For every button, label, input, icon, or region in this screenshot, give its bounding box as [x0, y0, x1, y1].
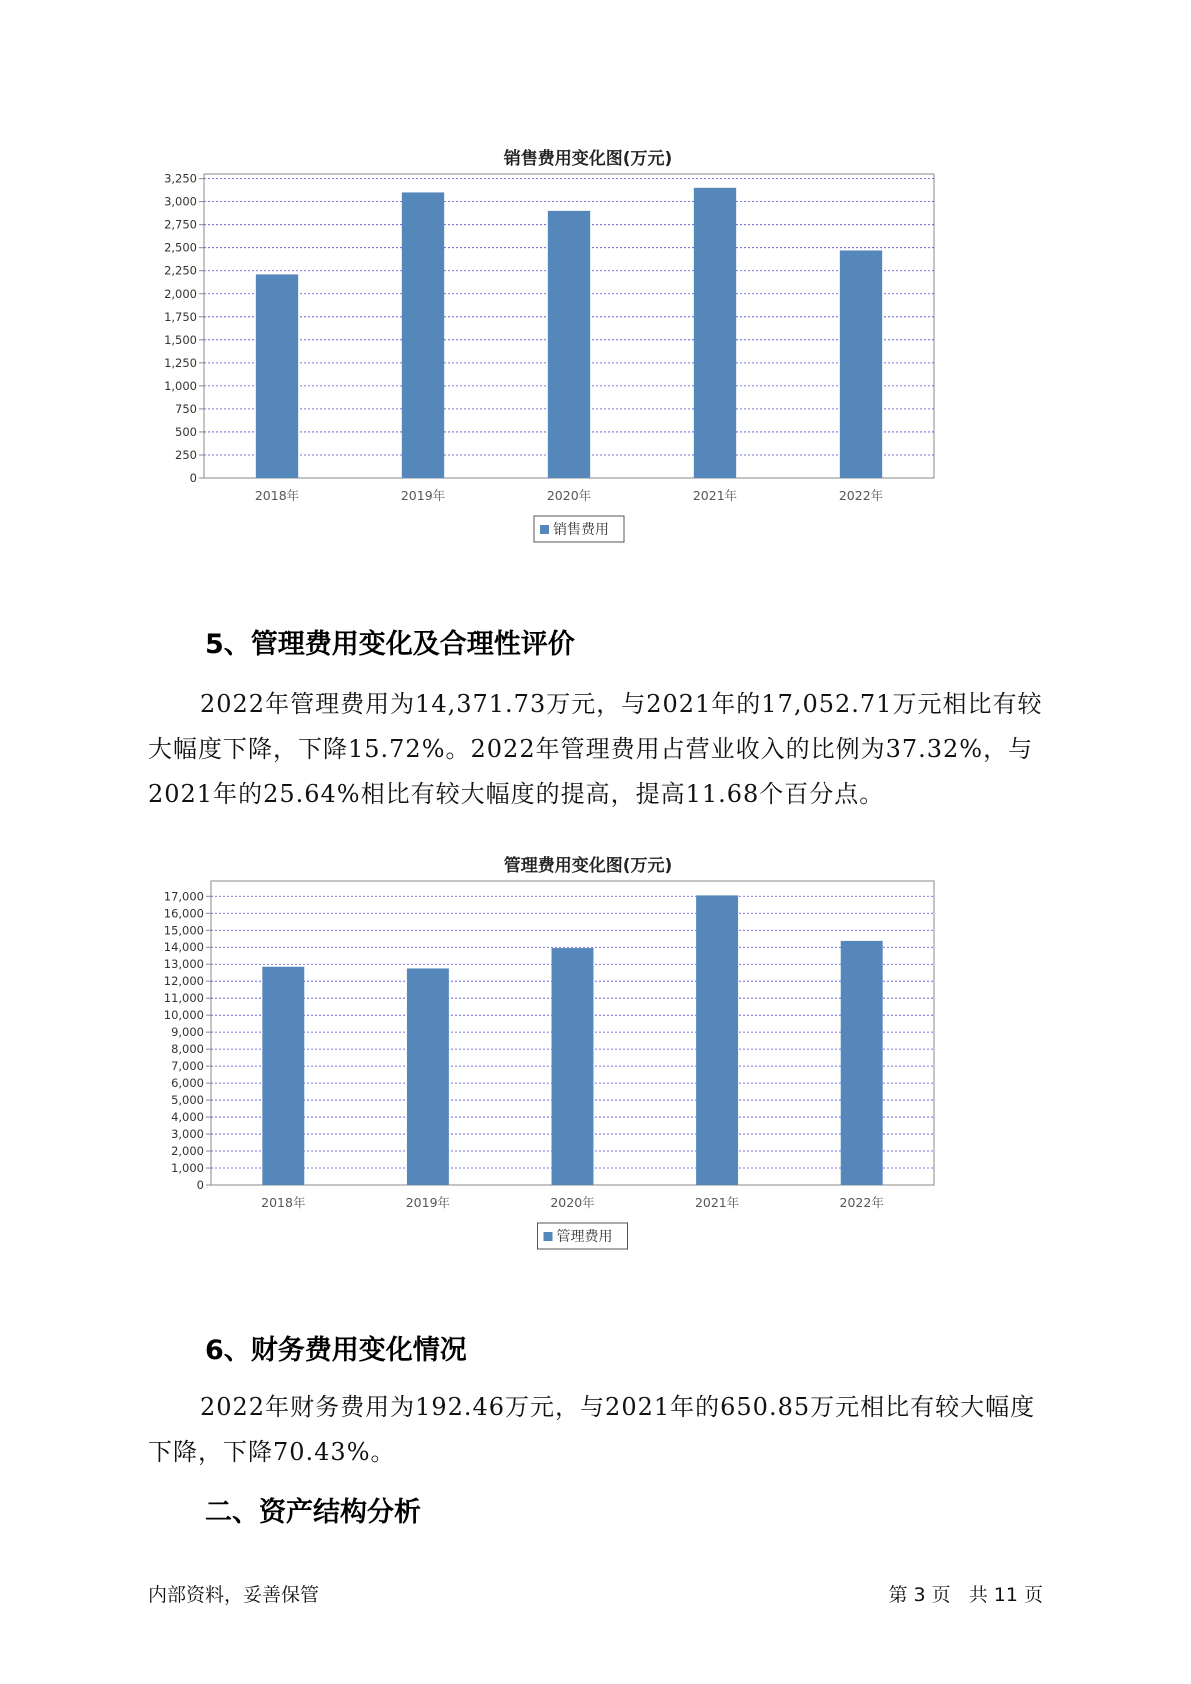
bar [256, 274, 298, 478]
bar [262, 967, 304, 1185]
section-heading-admin-expense: 5、管理费用变化及合理性评价 [205, 629, 575, 660]
y-tick-label: 3,000 [164, 194, 197, 209]
x-tick-label: 2022年 [839, 1195, 884, 1210]
y-tick-label: 2,250 [164, 263, 197, 278]
x-tick-label: 2020年 [550, 1195, 595, 1210]
y-tick-label: 500 [175, 424, 197, 439]
y-tick-label: 11,000 [163, 991, 204, 1006]
section-heading-asset-structure: 二、资产结构分析 [205, 1497, 421, 1528]
sales-expense-chart-svg [148, 138, 1028, 598]
bar [407, 968, 449, 1185]
y-tick-label: 7,000 [171, 1059, 204, 1074]
legend [538, 1223, 628, 1249]
y-tick-label: 1,250 [164, 355, 197, 370]
y-tick-label: 12,000 [163, 974, 204, 989]
footer-confidential-note: 内部资料，妥善保管 [148, 1584, 320, 1606]
y-tick-label: 13,000 [163, 957, 204, 972]
chart-title: 管理费用变化图(万元) [503, 856, 673, 876]
x-tick-label: 2018年 [261, 1195, 306, 1210]
y-tick-label: 0 [189, 471, 197, 485]
legend [534, 516, 624, 542]
y-tick-label: 2,000 [171, 1144, 204, 1159]
x-tick-label: 2020年 [546, 488, 592, 503]
finance-expense-paragraph: 2022年财务费用为192.46万元，与2021年的650.85万元相比有较大幅度下降，下降70.43%。 [148, 1393, 1036, 1466]
chart-title: 销售费用变化图(万元) [503, 149, 673, 169]
y-tick-label: 750 [175, 401, 197, 416]
y-tick-label: 8,000 [171, 1042, 204, 1057]
bar [552, 948, 594, 1185]
y-tick-label: 17,000 [163, 889, 204, 904]
x-tick-label: 2019年 [405, 1195, 451, 1210]
y-tick-label: 2,000 [164, 286, 197, 301]
bar [694, 188, 736, 478]
x-tick-label: 2018年 [254, 488, 300, 503]
y-tick-label: 9,000 [171, 1025, 204, 1040]
y-tick-label: 0 [196, 1178, 204, 1192]
y-tick-label: 16,000 [163, 906, 204, 921]
x-tick-label: 2021年 [692, 488, 738, 503]
y-tick-label: 14,000 [163, 940, 204, 955]
y-tick-label: 2,500 [164, 240, 197, 255]
y-tick-label: 10,000 [163, 1008, 204, 1023]
x-tick-label: 2021年 [694, 1195, 740, 1210]
legend-swatch [540, 525, 549, 534]
footer-page-number: 第 3 页 共 11 页 [888, 1584, 1043, 1606]
y-tick-label: 1,000 [171, 1161, 204, 1176]
bar [841, 941, 883, 1185]
x-tick-label: 2022年 [838, 488, 884, 503]
x-tick-label: 2019年 [400, 488, 446, 503]
admin-expense-paragraph: 2022年管理费用为14,371.73万元，与2021年的17,052.71万元相比有较大幅度下降，下降15.72%。2022年管理费用占营业收入的比例为37.32%，与2021年的25.64%相比有较大幅度的提高，提高11.68个百分点。 [148, 690, 1043, 808]
y-tick-label: 5,000 [171, 1093, 204, 1108]
bar [840, 250, 882, 478]
legend-label: 销售费用 [553, 522, 609, 538]
y-tick-label: 3,250 [164, 171, 197, 186]
y-tick-label: 6,000 [171, 1076, 204, 1091]
y-tick-label: 15,000 [163, 923, 204, 938]
y-tick-label: 4,000 [171, 1110, 204, 1125]
bar [402, 192, 444, 478]
y-tick-label: 1,000 [164, 378, 197, 393]
y-tick-label: 1,750 [164, 309, 197, 324]
y-tick-label: 2,750 [164, 217, 197, 232]
y-tick-label: 1,500 [164, 332, 197, 347]
section-heading-finance-expense: 6、财务费用变化情况 [205, 1335, 467, 1366]
y-tick-label: 250 [175, 447, 197, 462]
legend-swatch [544, 1232, 553, 1241]
bar [696, 895, 738, 1185]
y-tick-label: 3,000 [171, 1127, 204, 1142]
bar [548, 211, 590, 478]
legend-label: 管理费用 [556, 1229, 613, 1245]
admin-expense-chart-svg [148, 845, 1028, 1305]
